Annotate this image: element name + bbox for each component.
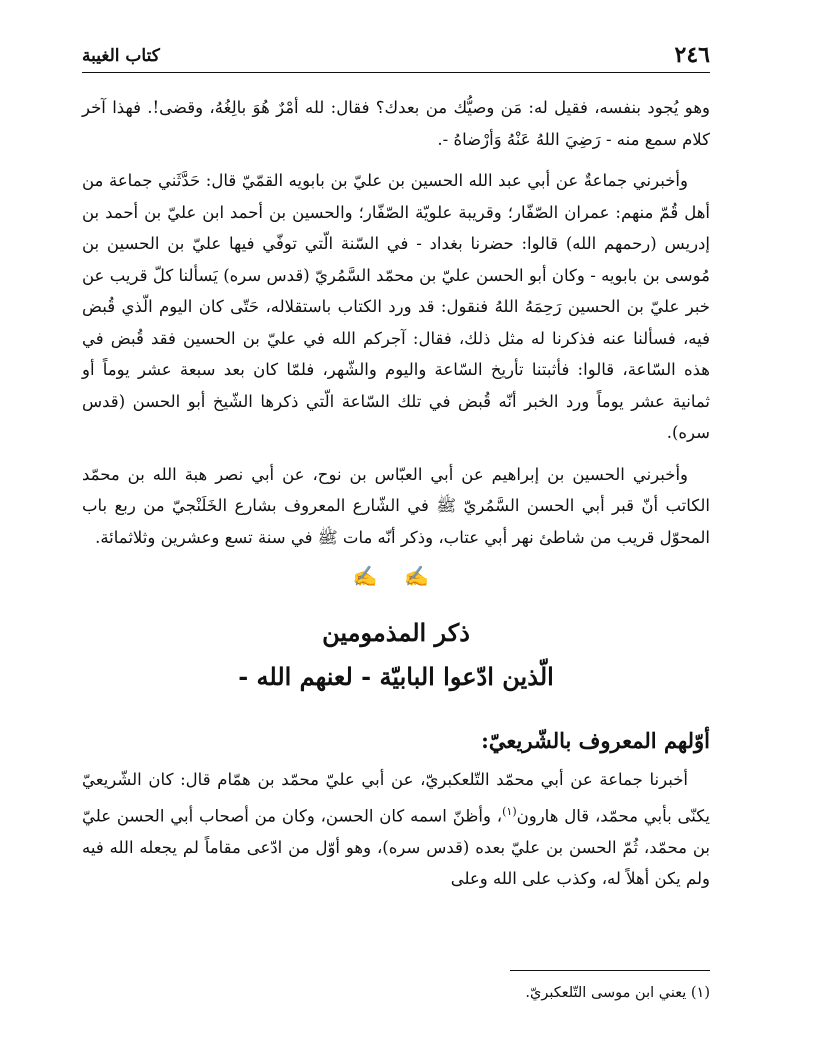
paragraph-4 [82, 764, 710, 895]
chapter-title-line-1: ذكر المذمومين [322, 617, 470, 647]
footnote-reference: (١) [502, 804, 517, 818]
paragraph-4-part-2: ، وأظنّ اسمه كان الحسن، وكان من أصحاب أبي الحسن عليّ بن محمّد، ثُمّ الحسن بن عليّ بعده (قدس سره)، وهو أوّل من ادّعى مقاماً لم يجعله الله فيه ولم يكن أهلاً له، وكذب على الله وعلى [82, 806, 710, 888]
footnote-text: يعني ابن موسى التّلعكبريّ. [525, 985, 687, 1001]
paragraph-3: وأخبرني الحسين بن إبراهيم عن أبي العبّاس بن نوح، عن أبي نصر هبة الله بن محمّد الكاتب أنّ قبر أبي الحسن السَّمُريّ ﷺ في الشّارع المعروف بشارع الخَلَنْجيّ من ربع باب المحوّل قريب من شاطئ نهر أبي عتاب، وذكر أنّه مات ﷺ في سنة تسع وعشرين وثلاثمائة. [82, 464, 710, 547]
paragraph-2: وأخبرني جماعةٌ عن أبي عبد الله الحسين بن عليّ بن بابويه القمّيّ قال: حَدَّثَني جماعة من أهل قُمّ منهم: عمران الصّفّار؛ وقريبة علويّة الصّفّار؛ والحسين بن أحمد ابن عليّ بن أحمد بن إدريس (رحمهم الله) قالوا: حضرنا بغداد - في السّنة الّتي توفّي فيها عليّ بن الحسين بن مُوسى بن بابويه - وكان أبو الحسن عليّ بن محمّد السَّمُريّ (قدس سره) يَسألنا كلّ قريب عن خبر عليّ بن الحسين رَحِمَهُ اللهُ فنقول: قد ورد الكتاب باستقلاله، حَتّى كان اليوم الّذي قُبض فيه، فسألنا عنه فذكرنا له مثل ذلك، فقال: آجركم الله في عليّ بن الحسين فقد قُبض في هذه السّاعة، قالوا: فأثبتنا تأريخ السّاعة واليوم والشّهر، فلمّا كان بعد سبعة عشر يوماً أو ثمانية عشر يوماً ورد الخبر أنّه قُبض في تلك السّاعة الّتي ذكرها الشّيخ أبو الحسن (قدس سره). [82, 171, 710, 442]
running-title: كتاب الغيبة [82, 46, 160, 66]
footnote [82, 985, 710, 1001]
footnote-mark: (١) [690, 985, 710, 1001]
main-text [82, 92, 710, 895]
chapter-title [82, 611, 710, 699]
paragraph-1: وهو يُجود بنفسه، فقيل له: مَن وصيُّك من بعدك؟ فقال: لله أمْرٌ هُوَ بالِغُهُ، وقضى!. فهذا آخر كلام سمع منه - رَضِيَ اللهُ عَنْهُ وَأرْضاهُ -. [82, 98, 710, 149]
paragraph-4-part-1: أخبرنا جماعة عن أبي محمّد التّلعكبريّ، عن أبي عليّ محمّد بن همّام قال: كان الشّريعيّ يكنّى بأبي محمّد، قال هارون [82, 770, 710, 825]
ornament-divider: ✍ ✍ [352, 564, 440, 588]
footnote-separator [510, 970, 710, 971]
section-heading: أوّلهم المعروف بالشّريعيّ: [481, 727, 710, 753]
page-number: ٢٤٦ [674, 42, 710, 68]
chapter-title-line-2: الّذين ادّعوا البابيّة - لعنهم الله - [238, 661, 554, 691]
page-header [82, 40, 710, 73]
